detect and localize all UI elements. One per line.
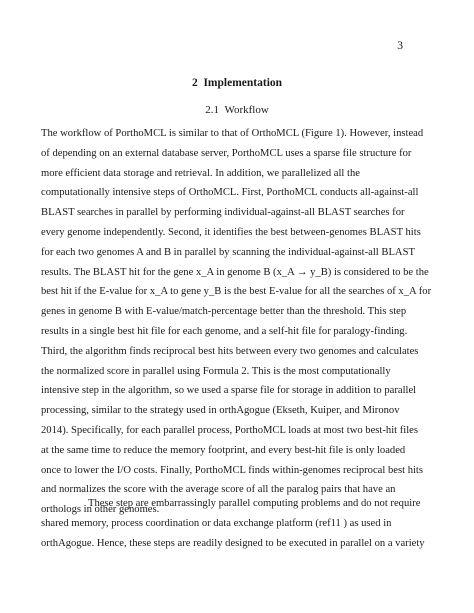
text-line: BLAST searches in parallel by performing individual-against-all BLAST searches for bbox=[41, 207, 405, 219]
text-line: Third, the algorithm finds reciprocal best hits between every two genomes and calculates bbox=[41, 345, 419, 357]
paragraph bbox=[41, 124, 441, 520]
text-line: results in a single best hit file for each genome, and a self-hit file for paralogy-finding. bbox=[41, 325, 408, 337]
text-line: computationally intensive steps of OrthoMCL. First, PorthoMCL conducts all-against-all bbox=[41, 187, 419, 199]
page-number: 3 bbox=[397, 40, 403, 52]
text-line: and normalizes the score with the average score of all the paralog pairs that have an bbox=[41, 484, 396, 496]
text-line: shared memory, process coordination or data exchange platform (ref11 ) as used in bbox=[41, 517, 392, 529]
text-line: for each two genomes A and B in parallel by scanning the individual-against-all BLAST bbox=[41, 246, 415, 258]
subsection-number: 2.1 bbox=[205, 104, 219, 116]
text-line: genes in genome B with E-value/match-percentage better than the threshold. This step bbox=[41, 306, 407, 318]
text-line: best hit if the E-value for x_A to gene y_B is the best E-value for all the searches of x_A for bbox=[41, 286, 432, 298]
text-line: more efficient data storage and retrieval. In addition, we parallelized all the bbox=[41, 167, 360, 179]
subsection-heading bbox=[0, 104, 474, 116]
text-line: processing, similar to the strategy used in orthAgogue (Ekseth, Kuiper, and Mironov bbox=[41, 405, 400, 417]
section-number: 2 bbox=[191, 77, 198, 89]
paragraph bbox=[41, 494, 441, 553]
text-line: intensive step in the algorithm, so we used a sparse file for storage in addition to parallel bbox=[41, 385, 417, 397]
text-line: These step are embarrassingly parallel computing problems and do not require bbox=[88, 498, 421, 509]
text-line: orthologs in other genomes. bbox=[41, 504, 160, 516]
text-line: The workflow of PorthoMCL is similar to that of OrthoMCL (Figure 1). However, instead bbox=[41, 128, 424, 139]
text-line: of depending on an external database server, PorthoMCL uses a sparse file structure for bbox=[41, 147, 412, 159]
text-line: results. The BLAST hit for the gene x_A in genome B (x_A → y_B) is considered to be the bbox=[41, 266, 429, 278]
subsection-title: Workflow bbox=[224, 104, 269, 116]
text-line: at the same time to reduce the memory footprint, and every best-hit file is only loaded bbox=[41, 444, 406, 456]
section-heading bbox=[0, 77, 474, 89]
text-line: the normalized score in parallel using Formula 2. This is the most computationally bbox=[41, 365, 391, 377]
text-line: every genome independently. Second, it identifies the best between-genomes BLAST hits bbox=[41, 226, 421, 238]
text-line: 2014). Specifically, for each parallel process, PorthoMCL loads at most two best-hit files bbox=[41, 424, 418, 436]
section-title: Implementation bbox=[203, 77, 283, 89]
text-line: once to lower the I/O costs. Finally, PorthoMCL finds within-genomes reciprocal best hits bbox=[41, 464, 423, 476]
text-line: orthAgogue. Hence, these steps are readily designed to be executed in parallel on a variety bbox=[41, 537, 425, 549]
